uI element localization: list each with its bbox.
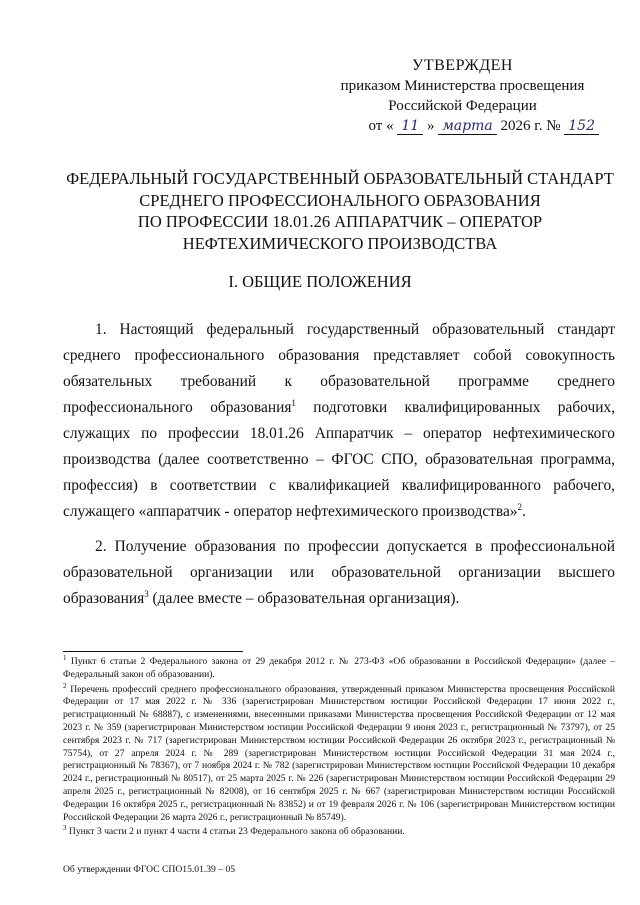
paragraph-1-text-c: . [522,503,526,520]
footnote-1-mark: 1 [63,653,67,662]
paragraph-2-text-a: 2. Получение образования по профессии допускается в профессиональной образовательной организации или образовательной организации высшего образования [63,538,615,607]
footnote-ref-1: 1 [291,397,296,408]
date-prefix: от « [368,118,394,134]
document-title [40,168,640,254]
approval-heading: УТВЕРЖДЕН [412,57,513,74]
handwritten-month: марта [438,118,497,135]
approval-line-2: Российской Федерации [388,98,537,114]
title-line: ФЕДЕРАЛЬНЫЙ ГОСУДАРСТВЕННЫЙ ОБРАЗОВАТЕЛЬНЫЙ СТАНДАРТ [66,169,614,188]
title-line: СРЕДНЕГО ПРОФЕССИОНАЛЬНОГО ОБРАЗОВАНИЯ [139,190,541,210]
paragraph-2-text-b: (далее вместе – образовательная организация). [148,590,460,607]
paragraph-1-text-b: подготовки квалифицированных рабочих, служащих по профессии 18.01.26 Аппаратчик – оператор нефтехимического производства (далее соответственно – ФГОС СПО, образовательная программа, профессия) в соответствии с квалификацией квалифицированного рабочего, служащего «аппаратчик - оператор нефтехимического производства» [63,399,615,520]
footnote-2 [63,681,615,825]
year-and-number-label: 2026 г. № [500,118,561,134]
footnote-divider [63,651,243,652]
approval-line-1: приказом Министерства просвещения [340,78,585,94]
page-footer: Об утверждении ФГОС СПО15.01.39 – 05 [63,864,236,875]
footnote-2-text: Перечень профессий среднего профессионального образования, утвержденный приказом Министерства просвещения Российской Федерации от 17 мая 2022 г. № 336 (зарегистрирован Министерством юстиции Российской Федерации 17 июня 2022 г., регистрационный № 68887), с изменениями, внесенными приказами Министерства просвещения Российской Федерации от 12 мая 2023 г. № 359 (зарегистрирован Министерством юстиции Российской Федерации 9 июня 2023 г., регистрационный № 73797), от 25 сентября 2023 г. № 717 (зарегистрирован Министерством юстиции Российской Федерации 26 октября 2023 г., регистрационный № 75754), от 27 апреля 2024 г. № 289 (зарегистрирован Министерством юстиции Российской Федерации 31 мая 2024 г., регистрационный № 78367), от 7 ноября 2024 г. № 782 (зарегистрирован Министерством юстиции Российской Федерации 10 декабря 2024 г., регистрационный № 80517), от 25 марта 2025 г. № 226 (зарегистрирован Министерством юстиции Российской Федерации 29 апреля 2025 г., регистрационный № 82008), от 16 сентября 2025 г. № 667 (зарегистрирован Министерством юстиции Российской Федерации 16 октября 2025 г., регистрационный № 83852) и от 19 февраля 2026 г. № 106 (зарегистрирован Министерством юстиции Российской Федерации 26 марта 2026 г., регистрационный № 85749). [63,683,615,823]
paragraph-2 [63,534,615,612]
footnotes [63,653,615,841]
footnote-1-text: Пункт 6 статьи 2 Федерального закона от 29 декабря 2012 г. № 273-ФЗ «Об образовании в Российской Федерации» (далее – Федеральный закон об образовании). [63,656,615,680]
approval-block [320,56,605,136]
footnote-ref-2: 2 [517,501,523,512]
approval-date-line [320,116,605,136]
date-mid: » [426,118,435,134]
footnote-2-mark: 2 [63,681,67,690]
footnote-1 [63,653,615,682]
paragraph-1-text-a: 1. Настоящий федеральный государственный образовательный стандарт среднего профессионального образования представляет собой совокупность обязательных требований к образовательной программе среднего профессионального образования [63,321,615,416]
handwritten-order-number: 152 [564,118,599,135]
footnote-3-mark: 3 [63,824,67,833]
footnote-3-text: Пункт 3 части 2 и пункт 4 части 4 статьи 23 Федерального закона об образовании. [66,826,405,838]
title-line: ПО ПРОФЕССИИ 18.01.26 АППАРАТЧИК – ОПЕРАТОР [137,212,543,231]
footnote-ref-3: 3 [144,588,149,599]
paragraph-1 [63,317,615,525]
handwritten-day: 11 [397,118,423,135]
section-heading: I. ОБЩИЕ ПОЛОЖЕНИЯ [228,272,412,291]
title-line: НЕФТЕХИМИЧЕСКОГО ПРОИЗВОДСТВА [182,233,498,253]
footnote-3 [63,826,615,839]
document-body [63,317,615,621]
